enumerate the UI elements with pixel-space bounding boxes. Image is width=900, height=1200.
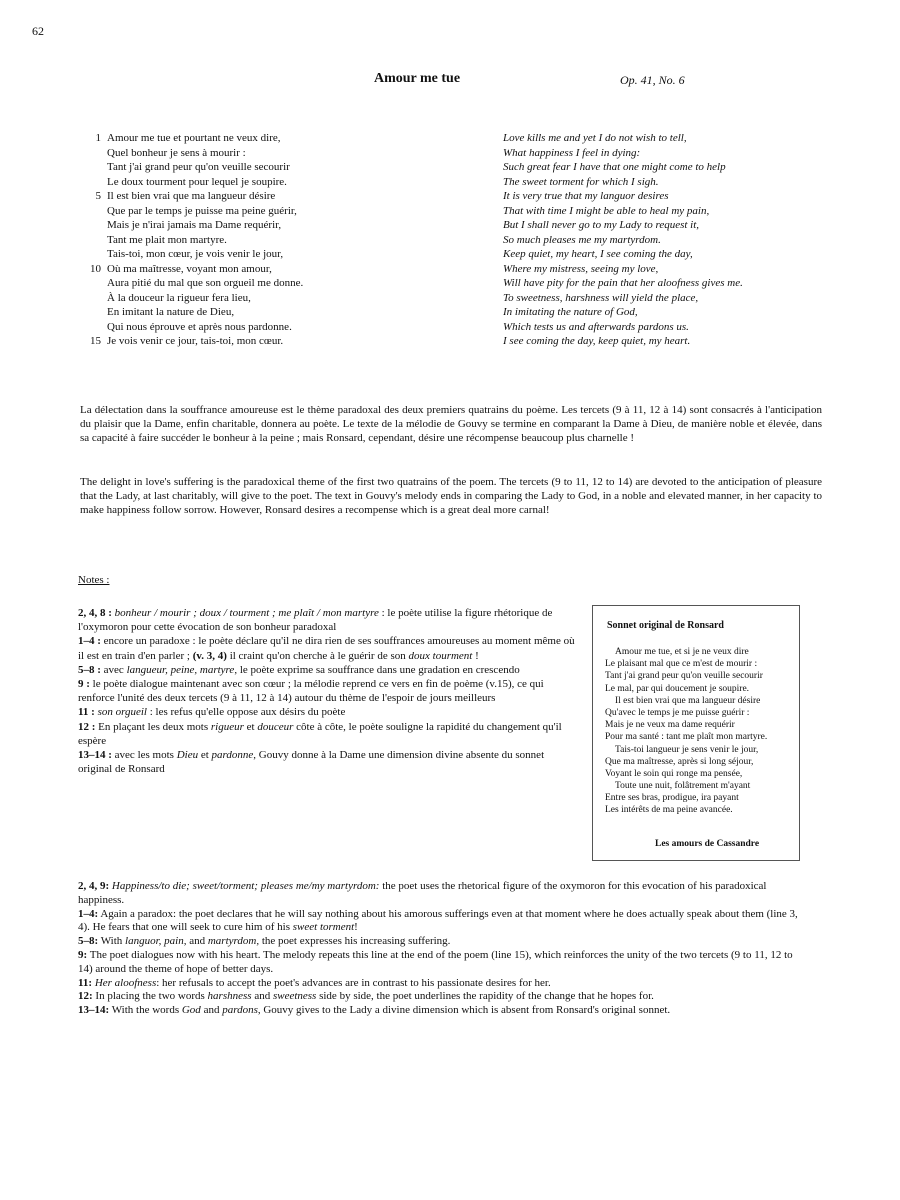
poem-line	[503, 175, 743, 190]
poem-line	[503, 262, 743, 277]
note-text: sweet torment	[292, 921, 355, 934]
poem-line-text: Which tests us and afterwards pardons us.	[503, 320, 689, 333]
notes-heading: Notes :	[78, 574, 110, 586]
note-text: (v. 3, 4)	[192, 649, 227, 662]
poem-line	[503, 291, 743, 306]
note-item	[78, 880, 808, 908]
english-poem	[503, 131, 743, 349]
poem-line-text: That with time I might be able to heal my pain,	[503, 204, 710, 217]
note-text: , Gouvy gives to the Lady a divine dimension which is absent from Ronsard's original sonnet.	[257, 1004, 671, 1017]
poem-line-text: Tant j'ai grand peur qu'on veuille secourir	[107, 161, 290, 173]
line-number: 1	[95, 132, 101, 144]
poem-line-text: The sweet torment for which I sigh.	[503, 175, 659, 188]
poem-line	[107, 175, 303, 190]
poem-line-text: Je vois venir ce jour, tais-toi, mon cœur.	[107, 335, 284, 347]
note-item	[78, 720, 578, 748]
page-title: Amour me tue	[374, 71, 461, 86]
note-item	[78, 663, 578, 677]
note-text: and	[200, 1004, 223, 1017]
poem-line-text: Que par le temps je puisse ma peine guérir,	[107, 204, 297, 217]
note-item	[78, 606, 578, 634]
poem-line-text: Tant me plait mon martyre.	[107, 233, 227, 246]
note-text: Happiness/to die; sweet/torment; pleases me/my martyrdom:	[111, 880, 380, 892]
note-item	[78, 908, 808, 936]
poem-line	[503, 204, 743, 219]
poem-line-text: Tais-toi, mon cœur, je vois venir le jour,	[107, 248, 284, 260]
french-poem	[90, 131, 304, 349]
note-ref: 1–4:	[78, 907, 99, 920]
note-item	[78, 935, 808, 949]
poem-line-text: À la douceur la rigueur fera lieu,	[107, 291, 251, 304]
note-text: le poète dialogue maintenant avec son cœur ; la mélodie reprend ce vers en fin de poème (v.15), ce qui renforce l'unité des deux tercets (9 à 11, 12 à 14) autour du thème de l'espoir de jours meilleurs	[78, 678, 544, 705]
note-text: With the words	[109, 1004, 182, 1017]
note-text: sweetness	[272, 990, 317, 1003]
note-ref: 5–8:	[78, 935, 99, 948]
page-number: 62	[32, 24, 44, 38]
note-text: Her aloofness	[94, 976, 157, 989]
poem-line-text: Mais je n'irai jamais ma Dame requérir,	[107, 219, 282, 231]
poem-line-text: Aura pitié du mal que son orgueil me donne.	[107, 277, 304, 289]
poem-line	[95, 131, 303, 146]
note-ref: 13–14:	[78, 1004, 110, 1017]
poem-line-text: Keep quiet, my heart, I see coming the day,	[503, 248, 693, 260]
note-ref: 13–14 :	[78, 749, 112, 762]
poem-line-text: Where my mistress, seeing my love,	[503, 262, 659, 275]
poem-line	[95, 189, 303, 204]
poem-line-text: So much pleases me my martyrdom.	[503, 233, 661, 246]
note-ref: 12:	[78, 990, 93, 1003]
note-text: harshness	[207, 990, 252, 1003]
note-text: languor, pain,	[125, 935, 187, 948]
note-text: martyrdom,	[207, 935, 260, 948]
note-text: With	[98, 935, 126, 948]
poem-line-text: Il est bien vrai que ma langueur désire	[107, 190, 276, 202]
note-item	[78, 949, 808, 977]
note-text: , le poète exprime sa souffrance dans une gradation en crescendo	[234, 663, 520, 676]
sonnet-signature: Les amours de Cassandre	[655, 839, 760, 849]
poem-line-text: En imitant la nature de Dieu,	[107, 306, 235, 318]
poem-line	[503, 146, 743, 161]
poem-line-text: Où ma maîtresse, voyant mon amour,	[107, 262, 272, 275]
poem-line-text: But I shall never go to my Lady to request it,	[503, 219, 700, 231]
poem-line	[90, 262, 303, 277]
note-text: : her refusals to accept the poet's advances are in contrast to his passionate desires for her.	[156, 976, 551, 989]
line-number: 5	[95, 190, 101, 202]
note-ref: 2, 4, 8 :	[78, 607, 112, 619]
poem-line	[107, 204, 303, 219]
poem-line-text: Quel bonheur je sens à mourir :	[107, 146, 246, 159]
sonnet-box-title: Sonnet original de Ronsard	[607, 620, 724, 631]
notes-french	[78, 606, 578, 776]
sonnet-line: Pour ma santé : tant me plaît mon martyre.	[605, 732, 768, 743]
note-text: il craint qu'on cherche à le guérir de son	[226, 649, 409, 662]
poem-line-text: What happiness I feel in dying:	[503, 146, 641, 159]
poem-line-text: Such great fear I have that one might come to help	[503, 161, 726, 173]
poem-line	[503, 320, 743, 335]
poem-line-text: Le doux tourment pour lequel je soupire.	[107, 175, 287, 188]
note-text: son orgueil	[97, 706, 147, 719]
note-ref: 12 :	[78, 720, 96, 733]
poem-line-text: To sweetness, harshness will yield the place,	[503, 291, 699, 304]
note-text: douceur	[257, 720, 294, 733]
poem-line	[503, 189, 743, 204]
poem-line	[107, 305, 303, 320]
line-number: 15	[90, 335, 101, 347]
poem-line	[503, 131, 743, 146]
note-text: avec les mots	[111, 749, 177, 762]
sonnet-line: Le plaisant mal que ce m'est de mourir :	[605, 659, 758, 670]
note-text: : les refus qu'elle oppose aux désirs du poète	[146, 706, 346, 719]
poem-line	[107, 276, 303, 291]
note-item	[78, 748, 578, 776]
commentary-french: La délectation dans la souffrance amoureuse est le thème paradoxal des deux premiers quatrains du poème. Les tercets (9 à 11, 12 à 14) sont consacrés à l'anticipation du plaisir que la Dame, enfin charitable, donnera au poète. Le texte de la mélodie de Gouvy se termine en comparant la Dame à Dieu, de manière noble et élevée, dans sa capacité à faire succéder le bonheur à la peine ; mais Ronsard, cependant, désire une récompense beaucoup plus charnelle !	[80, 404, 822, 445]
sonnet-line: Amour me tue, et si je ne veux dire	[615, 647, 749, 657]
notes-english	[78, 880, 808, 1018]
poem-line-text: Love kills me and yet I do not wish to tell,	[503, 132, 687, 144]
note-ref: 9:	[78, 948, 88, 961]
note-item	[78, 634, 578, 662]
line-number: 10	[90, 262, 101, 275]
note-text: langueur, peine, martyre	[126, 663, 235, 676]
poem-line	[503, 233, 743, 248]
note-text: the poet uses the rhetorical figure of the oxymoron for this evocation of his paradoxical happiness.	[78, 880, 767, 906]
note-text: !	[472, 649, 479, 662]
poem-line	[107, 146, 303, 161]
poem-line	[503, 276, 743, 291]
note-item	[78, 977, 808, 991]
note-text: et	[198, 749, 212, 762]
sonnet-line: Mais je ne veux ma dame requérir	[605, 720, 735, 731]
note-text: et	[243, 720, 258, 733]
note-item	[78, 705, 578, 719]
note-text: encore un paradoxe : le poète déclare qu'il ne dira rien de ses souffrances amoureuses au moment même où il est en train d'en parler ;	[78, 635, 575, 662]
note-text: pardonne	[211, 749, 254, 762]
poem-line	[107, 320, 303, 335]
poem-line	[503, 305, 743, 320]
sonnet-line: Qu'avec le temps je me puisse guérir :	[605, 707, 750, 718]
note-text: : le poète utilise la figure rhétorique de l'oxymoron pour cette évocation de son bonheur paradoxal	[78, 607, 553, 634]
note-text: bonheur / mourir ; doux / tourment ; me plaît / mon martyre	[114, 607, 379, 619]
note-item	[78, 990, 808, 1004]
note-ref: 5–8 :	[78, 663, 101, 676]
note-ref: 1–4 :	[78, 635, 101, 648]
note-ref: 9 :	[78, 678, 90, 691]
note-text: , Gouvy donne à la Dame une dimension divine absente du sonnet original de Ronsard	[78, 749, 545, 776]
note-text: side by side, the poet underlines the rapidity of the change that he hopes for.	[316, 990, 654, 1003]
poem-line	[503, 247, 743, 262]
poem-line	[503, 334, 743, 349]
note-text: côte à côte, le poète souligne la rapidité du changement qu'il espère	[78, 720, 562, 747]
poem-line-text: It is very true that my languor desires	[503, 190, 669, 202]
commentary-english: The delight in love's suffering is the paradoxical theme of the first two quatrains of the poem. The tercets (9 to 11, 12 to 14) are devoted to the anticipation of pleasure that the Lady, at last charitably, will give to the poet. The text in Gouvy's melody ends in comparing the Lady to God, in a noble and elevated manner, in her capacity to make happiness follow sorrow. However, Ronsard desires a recompense which is a great deal more carnal!	[80, 476, 822, 517]
sonnet-line: Toute une nuit, folâtrement m'ayant	[615, 781, 751, 792]
poem-line	[90, 334, 303, 349]
sonnet-line: Les intérêts de ma peine avancée.	[605, 805, 733, 816]
poem-line	[107, 233, 303, 248]
note-text: the poet expresses his increasing suffering.	[259, 935, 451, 948]
poem-line	[107, 291, 303, 306]
note-ref: 11:	[78, 976, 93, 989]
sonnet-line: Entre ses bras, prodigue, ira payant	[605, 793, 739, 804]
sonnet-line: Le mal, par qui doucement je soupire.	[605, 683, 750, 694]
sonnet-line: Que ma maîtresse, après si long séjour,	[605, 756, 754, 767]
note-text: avec	[100, 663, 127, 676]
sonnet-lines	[605, 646, 767, 817]
note-text: Dieu	[176, 749, 199, 762]
note-ref: 11 :	[78, 706, 95, 719]
poem-line	[503, 218, 743, 233]
note-text: rigueur	[210, 720, 244, 733]
poem-line	[107, 247, 303, 262]
sonnet-line: Il est bien vrai que ma langueur désire	[615, 695, 761, 706]
note-text: Again a paradox: the poet declares that he will say nothing about his amorous sufferings even at that moment where he does actually speak about them (line 3, 4). He fears that one will seek to cure him of his	[78, 907, 798, 934]
poem-line	[107, 218, 303, 233]
opus-number: Op. 41, No. 6	[620, 73, 685, 87]
sonnet-box	[592, 605, 800, 861]
note-ref: 2, 4, 9:	[78, 880, 110, 892]
note-item	[78, 1004, 808, 1018]
sonnet-line: Voyant le soin qui ronge ma pensée,	[605, 768, 743, 779]
sonnet-line: Tais-toi langueur je sens venir le jour,	[615, 744, 759, 755]
poem-line-text: Will have pity for the pain that her aloofness gives me.	[503, 277, 743, 289]
poem-line	[107, 160, 303, 175]
note-text: and	[186, 935, 208, 948]
poem-line-text: In imitating the nature of God,	[503, 306, 638, 318]
note-text: and	[251, 990, 273, 1003]
note-text: In placing the two words	[92, 990, 208, 1003]
poem-line-text: I see coming the day, keep quiet, my heart.	[503, 335, 691, 347]
poem-line-text: Qui nous éprouve et après nous pardonne.	[107, 320, 292, 333]
note-text: God	[181, 1004, 201, 1017]
note-text: pardons	[222, 1004, 258, 1017]
note-text: !	[354, 921, 358, 934]
note-text: En plaçant les deux mots	[95, 720, 211, 733]
poem-line	[503, 160, 743, 175]
note-text: The poet dialogues now with his heart. The melody repeats this line at the end of the poem (line 15), which reinforces the unity of the two tercets (9 to 11, 12 to 14) around the theme of hope of better days.	[78, 948, 793, 975]
note-text: doux tourment	[408, 649, 473, 662]
note-item	[78, 677, 578, 705]
sonnet-line: Tant j'ai grand peur qu'on veuille secourir	[605, 671, 763, 682]
poem-line-text: Amour me tue et pourtant ne veux dire,	[107, 132, 281, 144]
